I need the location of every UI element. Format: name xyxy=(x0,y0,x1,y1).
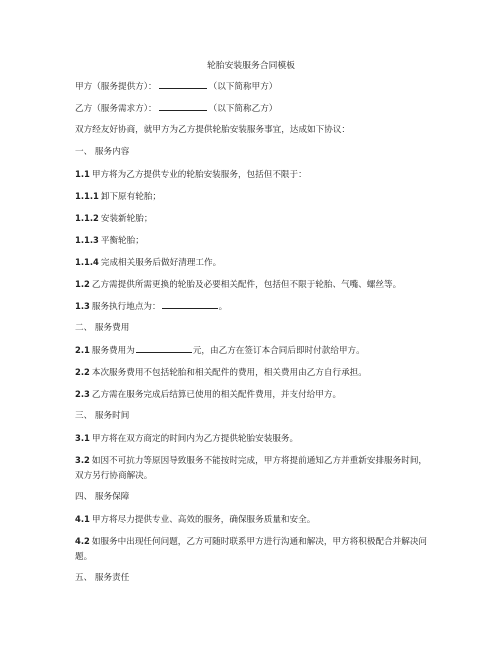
clause-end: 。 xyxy=(218,302,228,312)
party-b-blank xyxy=(159,101,207,111)
clause-1-2 xyxy=(75,277,435,293)
clause-number: 1.1.1 xyxy=(75,191,99,201)
clause-2-2 xyxy=(75,365,435,381)
clause-text: 完成相关服务后做好清理工作。 xyxy=(100,258,222,268)
clause-2-3 xyxy=(75,387,435,403)
clause-number: 1.1.4 xyxy=(75,257,99,267)
clause-text: 甲方将为乙方提供专业的轮胎安装服务，包括但不限于： xyxy=(91,170,307,180)
party-a-line xyxy=(75,79,435,95)
party-a-blank xyxy=(159,79,207,89)
clause-number: 1.1.2 xyxy=(75,213,99,223)
clause-text: 甲方将在双方商定的时间内为乙方提供轮胎安装服务。 xyxy=(91,434,299,444)
clause-text-post: 元，由乙方在签订本合同后即时付款给甲方。 xyxy=(192,346,365,356)
document-title: 轮胎安装服务合同模板 xyxy=(207,61,295,71)
clause-number: 2.3 xyxy=(75,389,90,399)
clause-3-2 xyxy=(75,453,435,484)
location-blank xyxy=(162,299,218,309)
intro-paragraph: 双方经友好协商，就甲方为乙方提供轮胎安装服务事宜，达成如下协议： xyxy=(75,125,351,135)
party-b-label: 乙方（服务需求方）： xyxy=(75,104,157,114)
clause-text: 平衡轮胎； xyxy=(100,236,144,246)
clause-number: 1.1.3 xyxy=(75,235,99,245)
clause-3-1 xyxy=(75,431,435,447)
clause-1-1-2 xyxy=(75,211,435,227)
section-4-heading: 四、 服务保障 xyxy=(75,492,130,502)
party-b-line xyxy=(75,101,435,117)
fee-blank xyxy=(136,343,192,353)
clause-1-1-1 xyxy=(75,189,435,205)
clause-number: 2.2 xyxy=(75,367,90,377)
clause-1-1-3 xyxy=(75,233,435,249)
clause-number: 4.1 xyxy=(75,514,90,524)
section-2-heading: 二、 服务费用 xyxy=(75,323,130,333)
clause-text: 本次服务费用不包括轮胎和相关配件的费用，相关费用由乙方自行承担。 xyxy=(91,368,367,378)
clause-text: 如因不可抗力等原因导致服务不能按时完成，甲方将提前通知乙方并重新安排服务时间，双方另行协商解决。 xyxy=(75,456,428,481)
clause-number: 1.3 xyxy=(75,301,90,311)
section-5-heading: 五、 服务责任 xyxy=(75,573,130,583)
clause-text: 乙方需在服务完成后结算已使用的相关配件费用，并支付给甲方。 xyxy=(91,390,342,400)
clause-2-1 xyxy=(75,343,435,359)
clause-number: 2.1 xyxy=(75,345,90,355)
party-a-label: 甲方（服务提供方）： xyxy=(75,82,157,92)
clause-text: 服务执行地点为： xyxy=(91,302,161,312)
clause-text: 乙方需提供所需更换的轮胎及必要相关配件，包括但不限于轮胎、气嘴、螺丝等。 xyxy=(91,280,402,290)
clause-1-3 xyxy=(75,299,435,315)
section-1-heading: 一、 服务内容 xyxy=(75,147,130,157)
clause-text: 甲方将尽力提供专业、高效的服务，确保服务质量和安全。 xyxy=(91,515,316,525)
clause-number: 1.1 xyxy=(75,169,90,179)
party-a-suffix: （以下简称甲方） xyxy=(208,82,278,92)
clause-text: 卸下原有轮胎； xyxy=(100,192,162,202)
clause-4-2 xyxy=(75,534,435,565)
clause-4-1 xyxy=(75,512,435,528)
clause-text: 安装新轮胎； xyxy=(100,214,153,224)
party-b-suffix: （以下简称乙方） xyxy=(208,104,278,114)
clause-number: 3.2 xyxy=(75,455,90,465)
clause-text-pre: 服务费用为 xyxy=(91,346,135,356)
clause-number: 1.2 xyxy=(75,279,90,289)
clause-1-1 xyxy=(75,167,435,183)
clause-1-1-4 xyxy=(75,255,435,271)
section-3-heading: 三、 服务时间 xyxy=(75,411,130,421)
clause-number: 4.2 xyxy=(75,536,90,546)
clause-text: 如服务中出现任何问题，乙方可随时联系甲方进行沟通和解决，甲方将积极配合并解决问题。 xyxy=(75,537,428,562)
clause-number: 3.1 xyxy=(75,433,90,443)
